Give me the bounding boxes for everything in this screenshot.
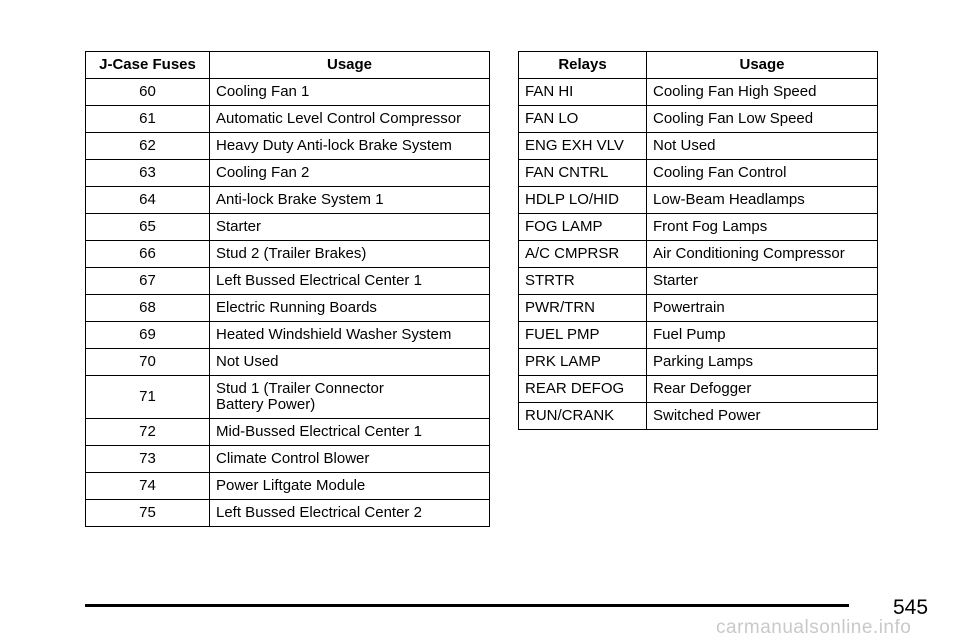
table-row [86,187,490,214]
table-row [86,133,490,160]
fuse-number: 65 [86,214,210,241]
fuse-number: 72 [86,419,210,446]
relay-usage: Switched Power [647,403,878,430]
relay-usage: Cooling Fan Control [647,160,878,187]
fuse-number: 71 [86,376,210,419]
usage-column-header: Usage [647,52,878,79]
table-row [86,473,490,500]
table-row [519,295,878,322]
page-number: 545 [893,596,929,619]
fuse-number: 63 [86,160,210,187]
table-row [86,376,490,419]
fuse-usage: Power Liftgate Module [210,473,490,500]
table-row [86,268,490,295]
table-row [519,322,878,349]
table-row [519,349,878,376]
table-row [519,160,878,187]
fuse-usage: Mid-Bussed Electrical Center 1 [210,419,490,446]
table-row [86,160,490,187]
fuse-usage: Heated Windshield Washer System [210,322,490,349]
fuse-number: 75 [86,500,210,527]
fuse-number: 62 [86,133,210,160]
fuse-usage: Climate Control Blower [210,446,490,473]
table-row [86,446,490,473]
table-row [86,419,490,446]
fuse-usage: Heavy Duty Anti-lock Brake System [210,133,490,160]
relay-usage: Rear Defogger [647,376,878,403]
fuse-usage: Left Bussed Electrical Center 2 [210,500,490,527]
relay-name: REAR DEFOG [519,376,647,403]
table-row [519,268,878,295]
relay-name: A/C CMPRSR [519,241,647,268]
relay-usage: Parking Lamps [647,349,878,376]
fuse-number: 69 [86,322,210,349]
relay-usage: Not Used [647,133,878,160]
fuse-usage: Cooling Fan 1 [210,79,490,106]
fuse-usage-cell [210,376,490,419]
table-row [86,241,490,268]
fuse-number: 70 [86,349,210,376]
table-row [519,241,878,268]
fuse-table [85,51,490,527]
table-row [519,187,878,214]
relay-name: ENG EXH VLV [519,133,647,160]
fuse-table-header-row [86,52,490,79]
relay-name: FAN HI [519,79,647,106]
table-row [519,79,878,106]
relay-name: FOG LAMP [519,214,647,241]
table-row [86,322,490,349]
fuse-number: 60 [86,79,210,106]
watermark: carmanualsonline.info [716,617,912,638]
fuse-number: 61 [86,106,210,133]
relay-name: RUN/CRANK [519,403,647,430]
usage-column-header: Usage [210,52,490,79]
relay-name: HDLP LO/HID [519,187,647,214]
relay-column-header: Relays [519,52,647,79]
relay-usage: Starter [647,268,878,295]
table-row [519,403,878,430]
fuse-number: 66 [86,241,210,268]
fuse-usage: Cooling Fan 2 [210,160,490,187]
fuse-number: 67 [86,268,210,295]
table-row [86,349,490,376]
table-row [519,133,878,160]
relay-usage: Low-Beam Headlamps [647,187,878,214]
table-row [86,295,490,322]
fuse-usage: Not Used [210,349,490,376]
relay-usage: Air Conditioning Compressor [647,241,878,268]
table-row [519,214,878,241]
fuse-usage: Stud 1 (Trailer Connector Battery Power) [216,380,384,413]
table-row [86,214,490,241]
fuse-usage: Electric Running Boards [210,295,490,322]
relay-name: FAN LO [519,106,647,133]
relay-usage: Cooling Fan Low Speed [647,106,878,133]
relay-usage: Fuel Pump [647,322,878,349]
fuse-number: 74 [86,473,210,500]
relay-name: FAN CNTRL [519,160,647,187]
table-row [86,500,490,527]
fuse-number: 73 [86,446,210,473]
relay-table-header-row [519,52,878,79]
fuse-number: 64 [86,187,210,214]
fuse-usage: Anti-lock Brake System 1 [210,187,490,214]
fuse-number: 68 [86,295,210,322]
relay-usage: Front Fog Lamps [647,214,878,241]
fuse-usage: Starter [210,214,490,241]
relay-usage: Cooling Fan High Speed [647,79,878,106]
footer-rule [85,604,849,607]
table-row [86,79,490,106]
fuse-column-header: J-Case Fuses [86,52,210,79]
relay-name: PWR/TRN [519,295,647,322]
relay-name: STRTR [519,268,647,295]
table-row [519,376,878,403]
fuse-usage: Left Bussed Electrical Center 1 [210,268,490,295]
table-row [519,106,878,133]
relay-name: FUEL PMP [519,322,647,349]
fuse-usage: Automatic Level Control Compressor [210,106,490,133]
relay-usage: Powertrain [647,295,878,322]
relay-name: PRK LAMP [519,349,647,376]
table-row [86,106,490,133]
fuse-usage: Stud 2 (Trailer Brakes) [210,241,490,268]
relay-table [518,51,878,430]
